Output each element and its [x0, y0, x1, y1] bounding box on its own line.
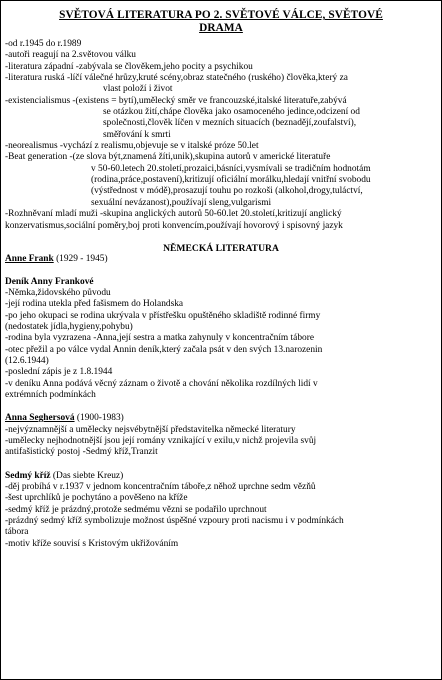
intro-line: v 50-60.letech 20.století,prozaici,básníci,vysmívali se tradičním hodnotám: [91, 163, 371, 174]
intro-line: -literatura ruská -líčí válečné hrůzy,kruté scény,obraz statečného (ruského) člověka,který za: [5, 73, 348, 84]
author-frank: [5, 254, 437, 265]
author-seghers: [5, 413, 437, 424]
note-line: (nedostatek jídla,hygieny,pohybu): [5, 321, 133, 332]
note-line: -prázdný sedmý kříž symbolizuje možnost úspěšné vzpoury proti nacismu i v podmínkách: [5, 516, 344, 527]
note-line: -sedmý kříž je prázdný,protože sedmému vězni se podařilo uprchnout: [5, 504, 267, 515]
note-line: -nejvýznamnější a umělecky nejsvébytnější představitelka německé literatury: [5, 424, 296, 435]
intro-line: společnosti,člověk líčen v mezních situacích (beznadějí,zoufalství),: [103, 118, 357, 129]
seghers-work-notes: [5, 482, 437, 550]
section-title: NĚMECKÁ LITERATURA: [163, 242, 279, 254]
intro-line: (výstřednost v módě),prosazují touhu po rozkoši (alkohol,drogy,tuláctví,: [91, 186, 363, 197]
intro-line: -Rozhněvaní mladí muži -skupina anglických autorů 50-60.let 20.století,kritizují anglický: [5, 209, 342, 220]
intro-line: vlast položí i život: [103, 84, 173, 95]
note-line: -rodina byla vyzrazena -Anna,její sestra a matka zahynuly v koncentračním tábore: [5, 333, 314, 344]
intro-block: [5, 39, 437, 232]
note-line: -otec přežil a po válce vydal Annin deník,který začala psát v den svých 13.narozenin: [5, 344, 323, 355]
intro-line: konzervatismus,sociální poměry,boj proti konvencím,používají hovorový i spisovný jazyk: [5, 220, 343, 231]
author-name: Anna Seghersová: [5, 413, 75, 424]
frank-notes: [5, 288, 437, 401]
note-line: -v deníku Anna podává věcný záznam o životě a chování několika rozdílných lidí v: [5, 378, 318, 389]
work-title: Deník Anny Frankové: [5, 276, 94, 287]
intro-line: -autoři reagují na 2.světovou válku: [5, 50, 136, 61]
note-line: (12.6.1944): [5, 355, 49, 366]
note-line: tábora: [5, 527, 29, 538]
intro-line: -neorealismus -vychází z realismu,objevuje se v italské próze 50.let: [5, 141, 259, 152]
author-name: Anne Frank: [5, 254, 54, 265]
author-years: (1929 - 1945): [56, 254, 108, 265]
note-line: -její rodina utekla před fašismem do Holandska: [5, 299, 184, 310]
work-heading: [5, 471, 437, 482]
note-line: -děj probíhá v r.1937 v jednom koncentračním táboře,z něhož uprchne sedm vězňů: [5, 482, 316, 493]
note-line: -poslední zápis je z 1.8.1944: [5, 367, 113, 378]
note-line: -šest uprchlíků je pochytáno a pověšeno na kříže: [5, 493, 188, 504]
intro-line: -existencialismus -(existens = bytí),umělecký směr ve francouzské,italské literatuře,zabývá: [5, 95, 347, 106]
work-title: Sedmý kříž: [5, 470, 51, 481]
intro-line: -od r.1945 do r.1989: [5, 39, 82, 49]
intro-line: se otázkou žití,chápe člověka jako osamoceného jedince,odcizení od: [103, 107, 360, 118]
note-line: extrémních podmínkách: [5, 389, 96, 400]
intro-line: sexuální nevázanost),používají sleng,vulgarismi: [91, 197, 272, 208]
note-line: antifašistický postoj -Sedmý kříž,Tranzit: [5, 447, 158, 458]
author-years: (1900-1983): [76, 413, 124, 424]
intro-line: -Beat generation -(ze slova být,znamená žíti,unik),skupina autorů v americké literatuře: [5, 152, 331, 163]
note-line: -Němka,židovského původu: [5, 287, 111, 298]
seghers-notes: [5, 425, 437, 459]
note-line: -motiv kříže souvisí s Kristovým ukřižováním: [5, 538, 179, 549]
intro-line: -literatura západní -zabývala se člověkem,jeho pocity a psychikou: [5, 61, 253, 72]
document-title: [5, 9, 437, 35]
work-original-title: (Das siebte Kreuz): [52, 470, 124, 481]
note-line: -po jeho okupaci se rodina ukrývala v přístřešku opuštěného skladiště rodinné firmy: [5, 310, 321, 321]
intro-line: směřování k smrti: [103, 129, 171, 140]
note-line: -umělecky nejhodnotnější jsou její romány vznikající v exilu,v nichž projevila svůj: [5, 436, 317, 446]
title-line-2: DRAMA: [199, 22, 243, 34]
intro-line: (rodina,práce,postavení),kritizují oficiální morálku,hledají vnitřní svobodu: [91, 175, 371, 186]
title-line-1: SVĚTOVÁ LITERATURA PO 2. SVĚTOVÉ VÁLCE, SVĚTOVÉ: [59, 9, 383, 21]
